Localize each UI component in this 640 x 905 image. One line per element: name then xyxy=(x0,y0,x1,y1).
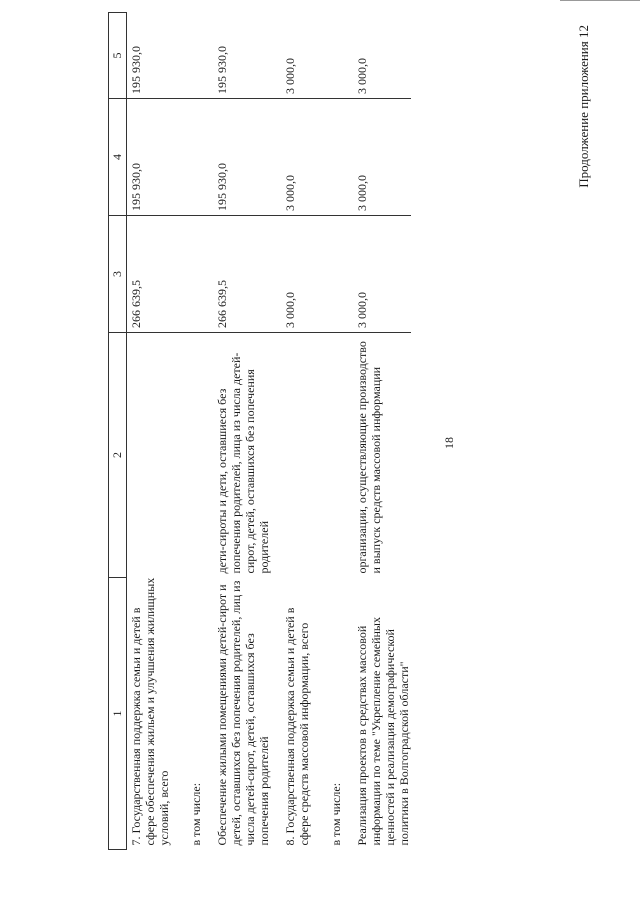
table-row xyxy=(171,13,203,850)
row-value-col-5: 3 000,0 xyxy=(271,13,311,99)
header-col-2: 2 xyxy=(109,333,127,578)
row-description: Реализация проектов в средствах массовой информации по теме "Укрепление семейных ценностей и реализация демографической политики в Волгоградской области" xyxy=(355,617,411,846)
appendix-caption: Продолжение приложения 12 xyxy=(576,25,591,188)
header-col-4: 4 xyxy=(109,99,127,216)
row-description: в том числе: xyxy=(189,782,203,846)
table-row xyxy=(127,13,172,850)
row-value-col-3: 3 000,0 xyxy=(271,216,311,333)
table-row xyxy=(343,13,411,850)
row-description: 7. Государственная поддержка семьи и детей в сфере обеспечения жильем и улучшения жилищных условий, всего xyxy=(129,577,171,846)
page-number: 18 xyxy=(442,437,456,449)
row-recipients: дети-сироты и дети, оставшиеся без попечения родителей, лица из числа детей-сирот, детей, оставшихся без попечения родителей xyxy=(215,352,271,574)
row-description: Обеспечение жилыми помещениями детей-сирот и детей, оставшихся без попечения родителей, лиц из числа детей-сирот, детей, оставшихся без попечения родителей xyxy=(215,580,271,846)
header-col-1: 1 xyxy=(109,578,127,850)
row-recipients xyxy=(127,333,172,578)
table-header-row xyxy=(109,13,127,850)
row-value-col-5: 195 930,0 xyxy=(203,13,271,99)
row-value-col-4: 195 930,0 xyxy=(127,99,172,216)
row-description: 8. Государственная поддержка семьи и детей в сфере средств массовой информации, всего xyxy=(283,607,311,846)
row-value-col-4 xyxy=(171,99,203,216)
row-value-col-4: 3 000,0 xyxy=(343,99,411,216)
row-recipients xyxy=(271,333,311,578)
row-value-col-3: 266 639,5 xyxy=(127,216,172,333)
row-value-col-3: 266 639,5 xyxy=(203,216,271,333)
row-recipients xyxy=(311,333,343,578)
row-value-col-3: 3 000,0 xyxy=(343,216,411,333)
row-value-col-4: 195 930,0 xyxy=(203,99,271,216)
row-value-col-4: 3 000,0 xyxy=(271,99,311,216)
row-value-col-3 xyxy=(171,216,203,333)
row-value-col-5: 195 930,0 xyxy=(127,13,172,99)
header-col-3: 3 xyxy=(109,216,127,333)
row-recipients: организации, осуществляющие производство и выпуск средств массовой информации xyxy=(355,341,383,574)
row-value-col-4 xyxy=(311,99,343,216)
row-value-col-5: 3 000,0 xyxy=(343,13,411,99)
row-value-col-5 xyxy=(171,13,203,99)
table-row xyxy=(271,13,311,850)
header-col-5: 5 xyxy=(109,13,127,99)
row-value-col-5 xyxy=(311,13,343,99)
row-value-col-3 xyxy=(311,216,343,333)
row-description: в том числе: xyxy=(329,782,343,846)
table-row xyxy=(203,13,271,850)
budget-table xyxy=(108,12,411,850)
table-row xyxy=(311,13,343,850)
row-recipients xyxy=(171,333,203,578)
